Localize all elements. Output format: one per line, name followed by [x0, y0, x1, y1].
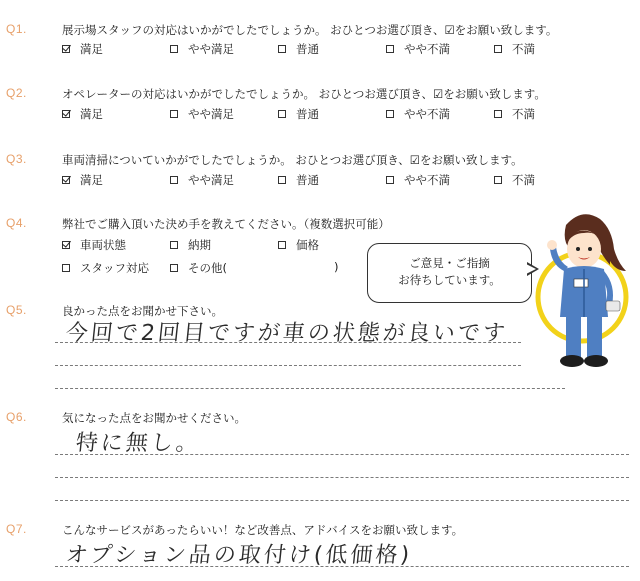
q4-option-2[interactable]: 納期: [170, 237, 211, 253]
q1-option-1[interactable]: 満足: [62, 41, 103, 57]
q2-option-2[interactable]: やや満足: [170, 106, 234, 122]
checkbox[interactable]: [170, 110, 178, 118]
q2-option-3[interactable]: 普通: [278, 106, 319, 122]
checkbox-checked[interactable]: [62, 110, 70, 118]
q4-option-3[interactable]: 価格: [278, 237, 319, 253]
checkbox[interactable]: [278, 241, 286, 249]
q5-answer-line-3: [55, 388, 565, 389]
checkbox-checked[interactable]: [62, 241, 70, 249]
checkbox[interactable]: [494, 110, 502, 118]
q5-number: Q5.: [6, 303, 27, 317]
checkbox[interactable]: [170, 45, 178, 53]
q6-answer-line-2: [55, 477, 629, 478]
speech-bubble: [367, 243, 532, 303]
q3-number: Q3.: [6, 152, 27, 166]
q2-text: オペレーターの対応はいかがでしたでしょうか。 おひとつお選び頂き、☑をお願い致します。: [62, 87, 546, 101]
q5-handwritten-answer: 今回で2回目ですが車の状態が良いです: [64, 321, 510, 346]
q2-option-5[interactable]: 不満: [494, 106, 535, 122]
mascot-illustration: [528, 205, 636, 375]
q2-number: Q2.: [6, 86, 27, 100]
q6-text: 気になった点をお聞かせください。: [62, 411, 246, 425]
q4-option-1[interactable]: 車両状態: [62, 237, 126, 253]
checkbox[interactable]: [170, 176, 178, 184]
bubble-line-1: ご意見・ご指摘: [409, 256, 490, 270]
q5-answer-line-2: [55, 365, 521, 366]
q6-answer-line-3: [55, 500, 629, 501]
checkbox-checked[interactable]: [62, 45, 70, 53]
bubble-line-2: お待ちしています。: [398, 273, 501, 287]
q3-option-5[interactable]: 不満: [494, 172, 535, 188]
checkbox[interactable]: [278, 176, 286, 184]
q1-number: Q1.: [6, 22, 27, 36]
q5-text: 良かった点をお聞かせ下さい。: [62, 304, 223, 318]
q4-text: 弊社でご購入頂いた決め手を教えてください。（複数選択可能）: [62, 217, 390, 231]
checkbox[interactable]: [170, 264, 178, 272]
q6-number: Q6.: [6, 410, 27, 424]
q1-option-3[interactable]: 普通: [278, 41, 319, 57]
q3-option-3[interactable]: 普通: [278, 172, 319, 188]
q4-option-5[interactable]: その他(: [170, 260, 227, 276]
q5-answer-line-1: [55, 342, 521, 343]
checkbox[interactable]: [386, 176, 394, 184]
q4-other-close-paren: ): [334, 260, 339, 274]
q1-option-5[interactable]: 不満: [494, 41, 535, 57]
checkbox[interactable]: [62, 264, 70, 272]
q3-text: 車両清掃についていかがでしたでしょうか。 おひとつお選び頂き、☑をお願い致します。: [62, 153, 523, 167]
checkbox[interactable]: [386, 110, 394, 118]
q1-option-2[interactable]: やや満足: [170, 41, 234, 57]
q4-option-4[interactable]: スタッフ対応: [62, 260, 149, 276]
q6-answer-line-1: [55, 454, 629, 455]
checkbox[interactable]: [278, 110, 286, 118]
q7-handwritten-answer: オプション品の取付け(低価格): [64, 543, 414, 568]
q1-text: 展示場スタッフの対応はいかがでしたでしょうか。 おひとつお選び頂き、☑をお願い致します。: [62, 23, 558, 37]
checkbox[interactable]: [494, 176, 502, 184]
checkbox-checked[interactable]: [62, 176, 70, 184]
checkbox[interactable]: [386, 45, 394, 53]
q7-text: こんなサービスがあったらいい！など改善点、アドバイスをお願い致します。: [62, 523, 464, 537]
q7-answer-line-1: [55, 566, 629, 567]
q6-handwritten-answer: 特に無し。: [74, 431, 203, 456]
q1-option-4[interactable]: やや不満: [386, 41, 450, 57]
q3-option-2[interactable]: やや満足: [170, 172, 234, 188]
q2-option-1[interactable]: 満足: [62, 106, 103, 122]
q3-option-1[interactable]: 満足: [62, 172, 103, 188]
checkbox[interactable]: [494, 45, 502, 53]
q4-number: Q4.: [6, 216, 27, 230]
q2-option-4[interactable]: やや不満: [386, 106, 450, 122]
q3-option-4[interactable]: やや不満: [386, 172, 450, 188]
checkbox[interactable]: [278, 45, 286, 53]
checkbox[interactable]: [170, 241, 178, 249]
q7-number: Q7.: [6, 522, 27, 536]
